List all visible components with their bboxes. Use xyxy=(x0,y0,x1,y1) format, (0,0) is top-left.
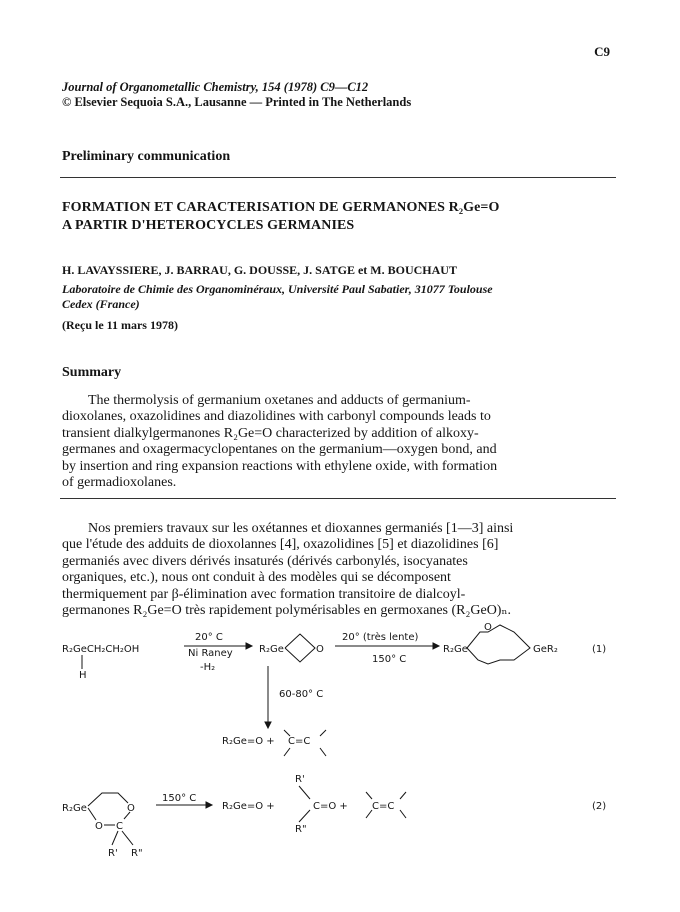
scheme-2-label: (2) xyxy=(592,801,607,812)
olefin-2: C=C xyxy=(372,801,395,812)
ring-c: C xyxy=(116,821,123,832)
journal-line-1: Journal of Organometallic Chemistry, 154 (1978) C9—C12 xyxy=(62,80,369,94)
oxetane-o: O xyxy=(316,644,324,655)
ring-o2: O xyxy=(95,821,103,832)
oxetane-ge: R₂Ge xyxy=(259,644,284,655)
cond-1-bot: -H₂ xyxy=(200,662,216,673)
ring-top xyxy=(88,793,128,806)
reactant-formula: R₂GeCH₂CH₂OH xyxy=(62,644,140,655)
scheme-1-label: (1) xyxy=(592,644,607,655)
summary-line: germanes and oxagermacyclopentanes on the germanium—oxygen bond, and xyxy=(62,442,497,458)
cond-1-top: 20° C xyxy=(195,632,223,643)
cond-2-bot: 150° C xyxy=(372,654,407,665)
intro-line: Nos premiers travaux sur les oxétannes et dioxannes germaniés [1—3] ainsi xyxy=(88,521,514,536)
journal-line-2: © Elsevier Sequoia S.A., Lausanne — Printed in The Netherlands xyxy=(62,95,412,109)
summary-line: dioxolanes, oxazolidines and diazolidines with carbonyl compounds leads to xyxy=(62,409,491,425)
summary-heading: Summary xyxy=(62,365,122,380)
product-ge-left: R₂Ge xyxy=(443,644,468,655)
cond-2-top: 20° (très lente) xyxy=(342,632,419,643)
decomp-germanone: R₂Ge=O + xyxy=(222,736,275,747)
affiliation-line-2: Cedex (France) xyxy=(62,297,140,311)
affiliation-line-1: Laboratoire de Chimie des Organominéraux, Université Paul Sabatier, 31077 Toulouse xyxy=(62,282,493,296)
bond xyxy=(366,792,372,799)
sub-r1: R' xyxy=(108,848,118,859)
ring-ge: R₂Ge xyxy=(62,803,87,814)
cond-scheme-2: 150° C xyxy=(162,793,197,804)
intro-line: germanones R₂Ge=O très rapidement polymérisables en germoxanes (R₂GeO)ₙ. xyxy=(62,603,512,619)
summary-line: by insertion and ring expansion reactions with ethylene oxide, with formation xyxy=(62,458,498,474)
summary-line: The thermolysis of germanium oxetanes and adducts of germanium- xyxy=(88,393,471,408)
sub-bond xyxy=(299,786,310,799)
title-line-2: A PARTIR D'HETEROCYCLES GERMANIES xyxy=(62,218,355,233)
carbonyl-r2: R" xyxy=(295,824,307,835)
sub-r2: R" xyxy=(131,848,143,859)
carbonyl: C=O + xyxy=(313,801,348,812)
summary-line: of germadioxolanes. xyxy=(62,475,177,491)
sub-bond xyxy=(299,810,310,822)
section-label: Preliminary communication xyxy=(62,149,231,164)
carbonyl-r1: R' xyxy=(295,774,305,785)
intro-line: que l'étude des adduits de dioxolannes [4], oxazolidines [5] et diazolidines [6] xyxy=(62,537,499,553)
authors: H. LAVAYSSIERE, J. BARRAU, G. DOUSSE, J. SATGE et M. BOUCHAUT xyxy=(62,263,457,277)
sub-bond xyxy=(122,831,133,845)
received-date: (Reçu le 11 mars 1978) xyxy=(62,318,178,332)
sub-bond xyxy=(112,831,118,845)
cond-1-mid: Ni Raney xyxy=(188,648,233,659)
ring-o1: O xyxy=(127,803,135,814)
page-number: C9 xyxy=(594,44,610,59)
intro-line: thermiquement par β-élimination avec formation transitoire de dialcoyl- xyxy=(62,586,466,602)
intro-line: germaniés avec divers dérivés insaturés (dérivés carbonylés, isocyanates xyxy=(62,553,468,569)
title-line-1: FORMATION ET CARACTERISATION DE GERMANONES R₂Ge=O xyxy=(62,200,500,215)
bond xyxy=(400,792,406,799)
decomp-olefin: C=C xyxy=(288,736,311,747)
arrowhead-scheme-2 xyxy=(206,802,212,808)
bond xyxy=(400,810,406,818)
product-o: O xyxy=(484,622,492,633)
ring-bond xyxy=(88,808,96,820)
germanone: R₂Ge=O + xyxy=(222,801,275,812)
reactant-h: H xyxy=(79,670,87,681)
intro-line: organiques, etc.), nous ont conduit à des modèles qui se décomposent xyxy=(62,570,451,586)
summary-line: transient dialkylgermanones R₂Ge=O characterized by addition of alkoxy- xyxy=(62,425,479,441)
cond-down: 60-80° C xyxy=(279,689,324,700)
bond xyxy=(366,810,372,818)
product-ge-right: GeR₂ xyxy=(533,644,558,655)
